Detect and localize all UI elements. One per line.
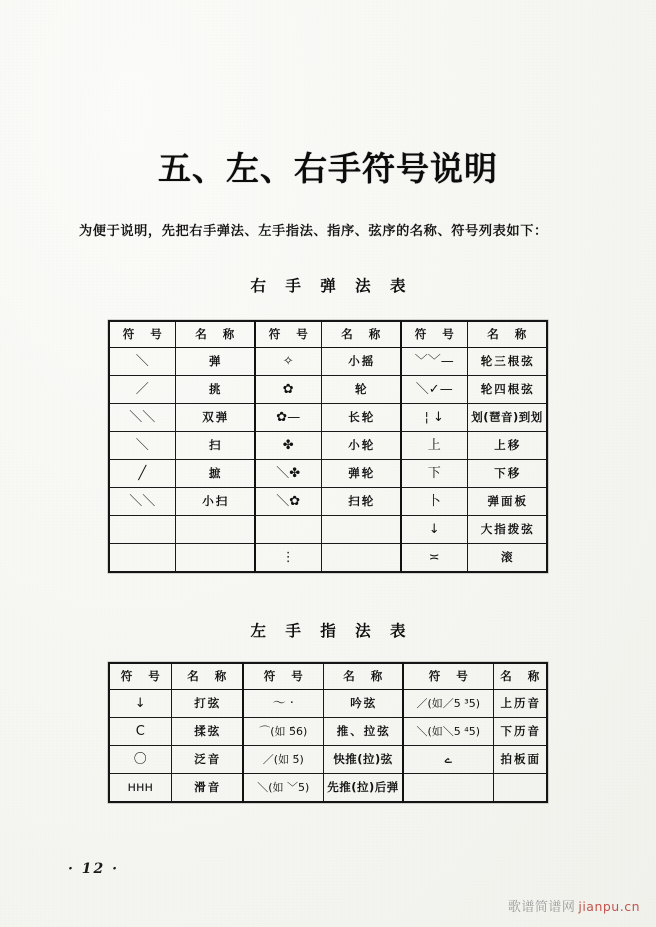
technique-symbol: ⌒(如 5̂6) <box>259 724 308 738</box>
name-cell <box>321 516 401 544</box>
table1-header-cell: 名 称 <box>467 321 547 348</box>
technique-name: 轮四根弦 <box>480 381 535 396</box>
name-cell <box>175 376 255 404</box>
table-row <box>109 746 547 774</box>
technique-name: 摭 <box>209 465 223 480</box>
symbol-cell <box>243 774 323 803</box>
name-cell <box>175 516 255 544</box>
symbol-cell <box>243 718 323 746</box>
symbol-cell <box>255 404 321 432</box>
table1-header-row <box>109 321 547 348</box>
watermark-site-name: 歌谱简谱网 <box>507 900 576 915</box>
symbol-cell <box>401 460 467 488</box>
watermark <box>508 896 640 915</box>
name-cell <box>467 488 547 516</box>
table-row <box>109 774 547 803</box>
name-cell <box>321 460 401 488</box>
technique-symbol: ✧ <box>282 353 294 369</box>
name-cell <box>175 488 255 516</box>
technique-name: 弹面板 <box>487 493 528 508</box>
left-hand-fingering-table <box>108 662 548 803</box>
technique-name: 扫轮 <box>348 493 376 508</box>
technique-symbol: ¦ ↓ <box>424 409 444 425</box>
name-cell <box>493 690 547 718</box>
technique-name: 长轮 <box>348 409 376 424</box>
name-cell <box>323 746 403 774</box>
technique-name: 扫 <box>209 437 223 452</box>
table2-header-cell: 名 称 <box>171 663 243 690</box>
technique-symbol: ＼(如 ﹀5) <box>257 780 310 794</box>
technique-symbol: ＼ <box>135 353 149 369</box>
table2-header-cell: 符 号 <box>109 663 171 690</box>
technique-name: 先推(拉)后弹 <box>327 779 399 794</box>
name-cell <box>323 774 403 803</box>
technique-symbol: ے <box>444 751 453 767</box>
name-cell <box>493 774 547 803</box>
technique-name: 泛音 <box>194 751 222 766</box>
technique-symbol: ╱ <box>138 465 147 481</box>
table2-header-cell: 符 号 <box>243 663 323 690</box>
technique-name: 推、拉弦 <box>336 723 391 738</box>
table-row <box>109 690 547 718</box>
technique-name: 小轮 <box>348 437 376 452</box>
technique-name: 弹 <box>209 353 223 368</box>
name-cell <box>171 746 243 774</box>
symbol-cell <box>401 348 467 376</box>
table2-header-row <box>109 663 547 690</box>
technique-name: 拍板面 <box>500 751 541 766</box>
technique-symbol: ≍ <box>428 549 440 565</box>
table-row <box>109 718 547 746</box>
table1-header-cell: 符 号 <box>255 321 321 348</box>
symbol-cell <box>243 746 323 774</box>
table1-title: 右 手 弹 法 表 <box>250 277 413 295</box>
symbol-cell <box>255 488 321 516</box>
technique-name: 下历音 <box>500 723 541 738</box>
technique-symbol: ／ <box>135 381 149 397</box>
table1-header-cell: 符 号 <box>401 321 467 348</box>
name-cell <box>321 544 401 573</box>
name-cell <box>171 718 243 746</box>
technique-name: 滑音 <box>194 779 222 794</box>
name-cell <box>493 746 547 774</box>
table-row <box>109 544 547 573</box>
symbol-cell <box>109 460 175 488</box>
table1-header-cell: 名 称 <box>175 321 255 348</box>
table2-header-cell: 名 称 <box>493 663 547 690</box>
technique-symbol: ＼＼ <box>129 409 156 425</box>
symbol-cell <box>109 488 175 516</box>
technique-symbol: 〇 <box>133 751 147 767</box>
symbol-cell <box>109 404 175 432</box>
table2-title: 左 手 指 法 表 <box>250 622 413 640</box>
symbol-cell <box>109 516 175 544</box>
technique-name: 弹轮 <box>348 465 376 480</box>
page-number: · 12 · <box>68 861 119 877</box>
technique-symbol: ✿— <box>276 409 301 425</box>
name-cell <box>321 488 401 516</box>
symbol-cell <box>255 432 321 460</box>
technique-symbol: 〜 · <box>272 695 294 711</box>
technique-symbol: ↓ <box>134 695 146 711</box>
name-cell <box>321 376 401 404</box>
page-title: 五、左、右手符号说明 <box>158 149 498 188</box>
technique-name: 上历音 <box>500 695 541 710</box>
name-cell <box>467 376 547 404</box>
technique-symbol: 上 <box>427 437 441 453</box>
name-cell <box>175 460 255 488</box>
technique-symbol: ⋮ <box>281 549 295 565</box>
name-cell <box>171 690 243 718</box>
symbol-cell <box>243 690 323 718</box>
table1-header-cell: 名 称 <box>321 321 401 348</box>
symbol-cell <box>403 690 493 718</box>
technique-name: 轮三根弦 <box>480 353 535 368</box>
technique-name: 揉弦 <box>194 723 222 738</box>
name-cell <box>175 432 255 460</box>
technique-symbol: ／(如／5 ³5) <box>416 696 480 710</box>
technique-name: 小摇 <box>348 353 376 368</box>
symbol-cell <box>109 432 175 460</box>
watermark-url: jianpu.cn <box>578 899 640 914</box>
table-row <box>109 432 547 460</box>
name-cell <box>175 404 255 432</box>
symbol-cell <box>109 774 171 803</box>
symbol-cell <box>109 690 171 718</box>
table1-header-cell: 符 号 <box>109 321 175 348</box>
technique-symbol: ＼✤ <box>276 465 301 481</box>
name-cell <box>467 516 547 544</box>
symbol-cell <box>401 404 467 432</box>
symbol-cell <box>255 544 321 573</box>
name-cell <box>175 544 255 573</box>
symbol-cell <box>403 746 493 774</box>
name-cell <box>467 348 547 376</box>
table-row <box>109 376 547 404</box>
technique-name: 挑 <box>209 381 223 396</box>
symbol-cell <box>401 432 467 460</box>
name-cell <box>175 348 255 376</box>
technique-symbol: Ϲ <box>135 723 145 739</box>
technique-name: 划(琶音)到划 <box>471 409 543 424</box>
symbol-cell <box>401 488 467 516</box>
symbol-cell <box>109 348 175 376</box>
symbol-cell <box>403 774 493 803</box>
technique-name: 吟弦 <box>350 695 378 710</box>
table-row <box>109 460 547 488</box>
technique-symbol: ﹀﹀— <box>414 353 454 369</box>
technique-name: 轮 <box>355 381 369 396</box>
technique-symbol: ／(如 5́) <box>262 752 304 766</box>
technique-symbol: ＼ <box>135 437 149 453</box>
technique-symbol: ✿ <box>282 381 294 397</box>
technique-symbol: ↓ <box>428 521 440 537</box>
technique-symbol: ✤ <box>282 437 294 453</box>
table2-header-cell: 符 号 <box>403 663 493 690</box>
technique-symbol: ＼✓— <box>415 381 453 397</box>
technique-symbol: ＼＼ <box>129 493 156 509</box>
name-cell <box>321 432 401 460</box>
table-row <box>109 516 547 544</box>
name-cell <box>467 404 547 432</box>
technique-name: 滚 <box>501 549 515 564</box>
technique-symbol: ＼(如＼5 ⁴5) <box>416 724 480 738</box>
name-cell <box>323 690 403 718</box>
technique-name: 打弦 <box>194 695 222 710</box>
technique-name: 大指拨弦 <box>480 521 535 536</box>
intro-paragraph: 为便于说明，先把右手弹法、左手指法、指序、弦序的名称、符号列表如下： <box>79 224 548 239</box>
technique-symbol: 下 <box>427 465 441 481</box>
symbol-cell <box>401 516 467 544</box>
name-cell <box>467 432 547 460</box>
symbol-cell <box>255 460 321 488</box>
name-cell <box>321 404 401 432</box>
symbol-cell <box>403 718 493 746</box>
technique-name: 双弹 <box>202 409 230 424</box>
technique-name: 上移 <box>494 437 522 452</box>
name-cell <box>171 774 243 803</box>
symbol-cell <box>255 516 321 544</box>
symbol-cell <box>255 376 321 404</box>
name-cell <box>493 718 547 746</box>
technique-symbol: 卜 <box>427 493 441 509</box>
technique-symbol: ＼✿ <box>276 493 301 509</box>
name-cell <box>323 718 403 746</box>
name-cell <box>467 544 547 573</box>
symbol-cell <box>401 376 467 404</box>
name-cell <box>467 460 547 488</box>
symbol-cell <box>255 348 321 376</box>
technique-name: 小扫 <box>202 493 230 508</box>
name-cell <box>321 348 401 376</box>
symbol-cell <box>109 376 175 404</box>
table-row <box>109 488 547 516</box>
table2-header-cell: 名 称 <box>323 663 403 690</box>
technique-name: 下移 <box>494 465 522 480</box>
symbol-cell <box>401 544 467 573</box>
technique-name: 快推(拉)弦 <box>333 751 393 766</box>
symbol-cell <box>109 718 171 746</box>
table-row <box>109 404 547 432</box>
right-hand-technique-table <box>108 320 548 573</box>
technique-symbol: ннн <box>127 779 153 795</box>
table-row <box>109 348 547 376</box>
symbol-cell <box>109 544 175 573</box>
symbol-cell <box>109 746 171 774</box>
